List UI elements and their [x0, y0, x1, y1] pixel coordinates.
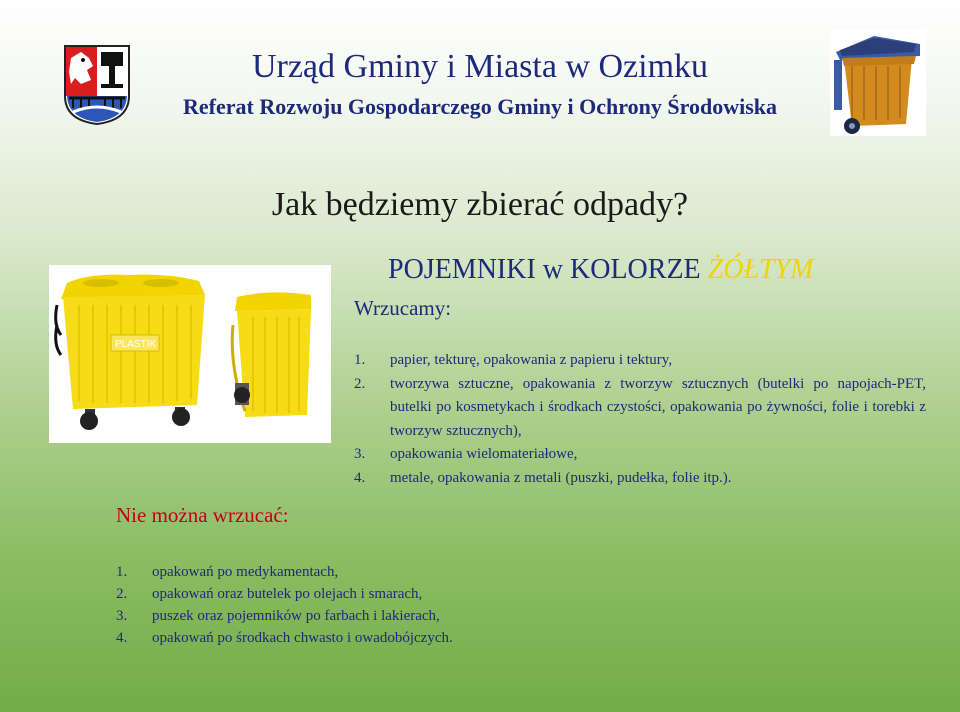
list-item — [116, 583, 656, 605]
brown-bin-image — [830, 30, 926, 136]
list-item-number: 3. — [354, 446, 366, 462]
yellow-bins-image — [49, 265, 331, 443]
list-item-text: opakowań po medykamentach, — [152, 564, 339, 580]
bin-label-text: PLASTIK — [115, 339, 157, 350]
section-question: Jak będziemy zbierać odpady? — [271, 186, 689, 223]
list-item-number: 4. — [354, 469, 366, 486]
list-item — [354, 467, 926, 491]
list-item — [354, 443, 926, 467]
forbidden-items-list — [116, 561, 656, 649]
list-item-number: 4. — [116, 630, 128, 646]
list-item — [116, 561, 656, 583]
container-heading — [388, 254, 814, 286]
list-item-number: 2. — [116, 586, 128, 602]
list-item — [354, 373, 926, 444]
office-title: Urząd Gminy i Miasta w Ozimku — [251, 48, 709, 85]
list-item — [116, 627, 656, 649]
forbidden-label: Nie można wrzucać: — [116, 503, 289, 527]
accepted-items-list — [354, 349, 926, 490]
list-item-text: puszek oraz pojemników po farbach i lakierach, — [152, 608, 440, 624]
list-item-number: 2. — [354, 375, 366, 392]
list-item-number: 1. — [116, 564, 128, 580]
list-item-text: metale, opakowania z metali (puszki, pudełka, folie itp.). — [390, 469, 732, 486]
accepted-label: Wrzucamy: — [354, 296, 452, 320]
list-item-text: papier, tekturę, opakowania z papieru i tektury, — [390, 352, 673, 368]
list-item — [354, 349, 926, 373]
list-item-text: opakowań oraz butelek po olejach i smarach, — [152, 586, 423, 602]
list-item-text: opakowań po środkach chwasto i owadobójczych. — [152, 630, 453, 646]
container-heading-prefix: POJEMNIKI w KOLORZE — [388, 254, 701, 285]
list-item-number: 3. — [116, 608, 128, 624]
list-item-text: opakowania wielomateriałowe, — [390, 446, 578, 462]
list-item-number: 1. — [354, 352, 366, 368]
department-subtitle: Referat Rozwoju Gospodarczego Gminy i Ochrony Środowiska — [183, 94, 777, 119]
container-heading-color: ŻÓŁTYM — [707, 254, 814, 285]
list-item-text: tworzywa sztuczne, opakowania z tworzyw sztucznych (butelki po napojach-PET, butelki po kosmetykach i środkach czystości, opakowania po żywności, folie i torebki z tworzyw sztucznych), — [390, 375, 926, 439]
list-item — [116, 605, 656, 627]
